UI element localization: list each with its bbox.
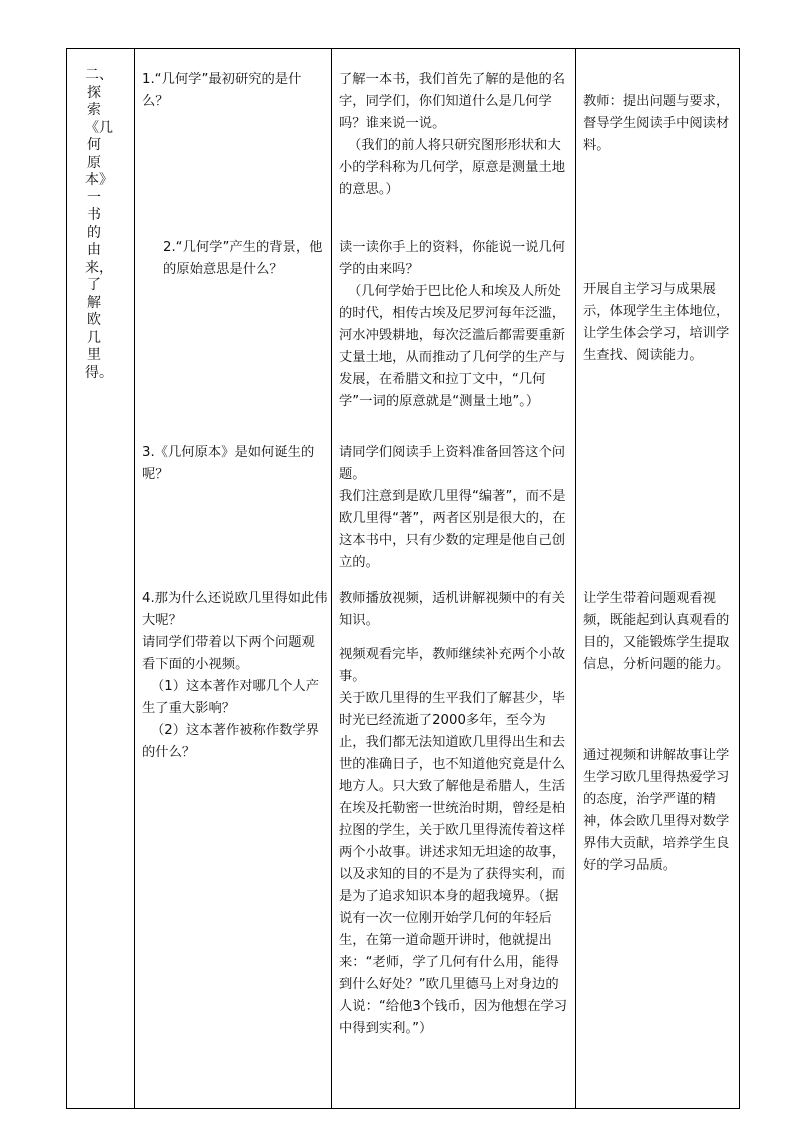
- teacher-text: （几何学始于巴比伦人和埃及人所处的时代，相传古埃及尼罗河每年泛滥，河水冲毁耕地，每次泛滥后都需要重新丈量土地，从而推动了几何学的生产与发展，在希腊文和拉丁文中，“几何学”一词的原意就是“测量土地”。）: [339, 284, 566, 409]
- question-4-block: [142, 588, 328, 764]
- teacher-text: 了解一本书，我们首先了解的是他的名字，同学们，你们知道什么是几何学吗？谁来说一说。: [339, 72, 566, 131]
- teacher-block-2: [339, 237, 569, 413]
- question-4: 4.那为什么还说欧几里得如此伟大呢？: [142, 591, 328, 628]
- teacher-block-3: [339, 442, 569, 574]
- question-3: 3.《几何原本》是如何诞生的呢？: [142, 445, 315, 482]
- column-divider: [575, 49, 576, 1108]
- purpose-2: 开展自主学习与成果展示，体现学生主体地位，让学生体会学习，培训学生查找、阅读能力。: [583, 282, 730, 363]
- teacher-block-4: [339, 588, 569, 1040]
- teacher-block-1: [339, 69, 569, 201]
- teacher-text: 请同学们阅读手上资料准备回答这个问题。: [339, 445, 566, 482]
- section-label: 二、探索《几何原本》一书的由来，了解欧几里得。: [85, 67, 113, 381]
- column-divider: [331, 49, 332, 1108]
- teacher-text: 我们注意到是欧几里得“编著”，而不是欧几里得“著”，两者区别是很大的，在这本书中，只有少数的定理是他自己创立的。: [339, 489, 566, 570]
- question-2: 2.“几何学”产生的背景，他的原始意思是什么？: [163, 240, 323, 277]
- purpose-1: 教师：提出问题与要求，督导学生阅读手中阅读材料。: [583, 94, 730, 153]
- question-4-sub-1: （1）这本著作对哪几个人产生了重大影响？: [142, 679, 320, 716]
- question-1: 1.“几何学”最初研究的是什么？: [142, 72, 302, 109]
- purpose-3: 让学生带着问题观看视频，既能起到认真观看的目的，又能锻炼学生提取信息，分析问题的能力。: [583, 591, 730, 672]
- teacher-text: （我们的前人将只研究图形形状和大小的学科称为几何学，原意是测量土地的意思。）: [339, 138, 566, 197]
- lesson-table: [66, 48, 740, 1109]
- column-divider: [134, 49, 135, 1108]
- question-4-instruction: 请同学们带着以下两个问题观看下面的小视频。: [142, 635, 315, 672]
- teacher-text: 读一读你手上的资料，你能说一说几何学的由来吗？: [339, 240, 566, 277]
- teacher-text: 视频观看完毕，教师继续补充两个小故事。: [339, 647, 566, 684]
- teacher-text: 教师播放视频，适机讲解视频中的有关知识。: [339, 591, 566, 628]
- purpose-4: 通过视频和讲解故事让学生学习欧几里得热爱学习的态度，治学严谨的精神，体会欧几里得对数学界伟大贡献，培养学生良好的学习品质。: [583, 748, 730, 873]
- question-4-sub-2: （2）这本著作被称作数学界的什么？: [142, 723, 320, 760]
- teacher-text: 关于欧几里得的生平我们了解甚少，毕时光已经流逝了2000多年，至今为止，我们都无法知道欧几里得出生和去世的准确日子，也不知道他究竟是什么地方人。只大致了解他是希腊人，生活在埃及托勒密一世统治时期，曾经是柏拉图的学生，关于欧几里得流传着这样两个小故事。讲述求知无坦途的故事，以及求知的目的不是为了获得实利，而是为了追求知识本身的超我境界。（据说有一次一位刚开始学几何的年轻后生，在第一道命题开讲时，他就提出来：“老师，学了几何有什么用，能得到什么好处？”欧几里德马上对身边的人说：“给他3个钱币，因为他想在学习中得到实利。”）: [339, 691, 568, 1036]
